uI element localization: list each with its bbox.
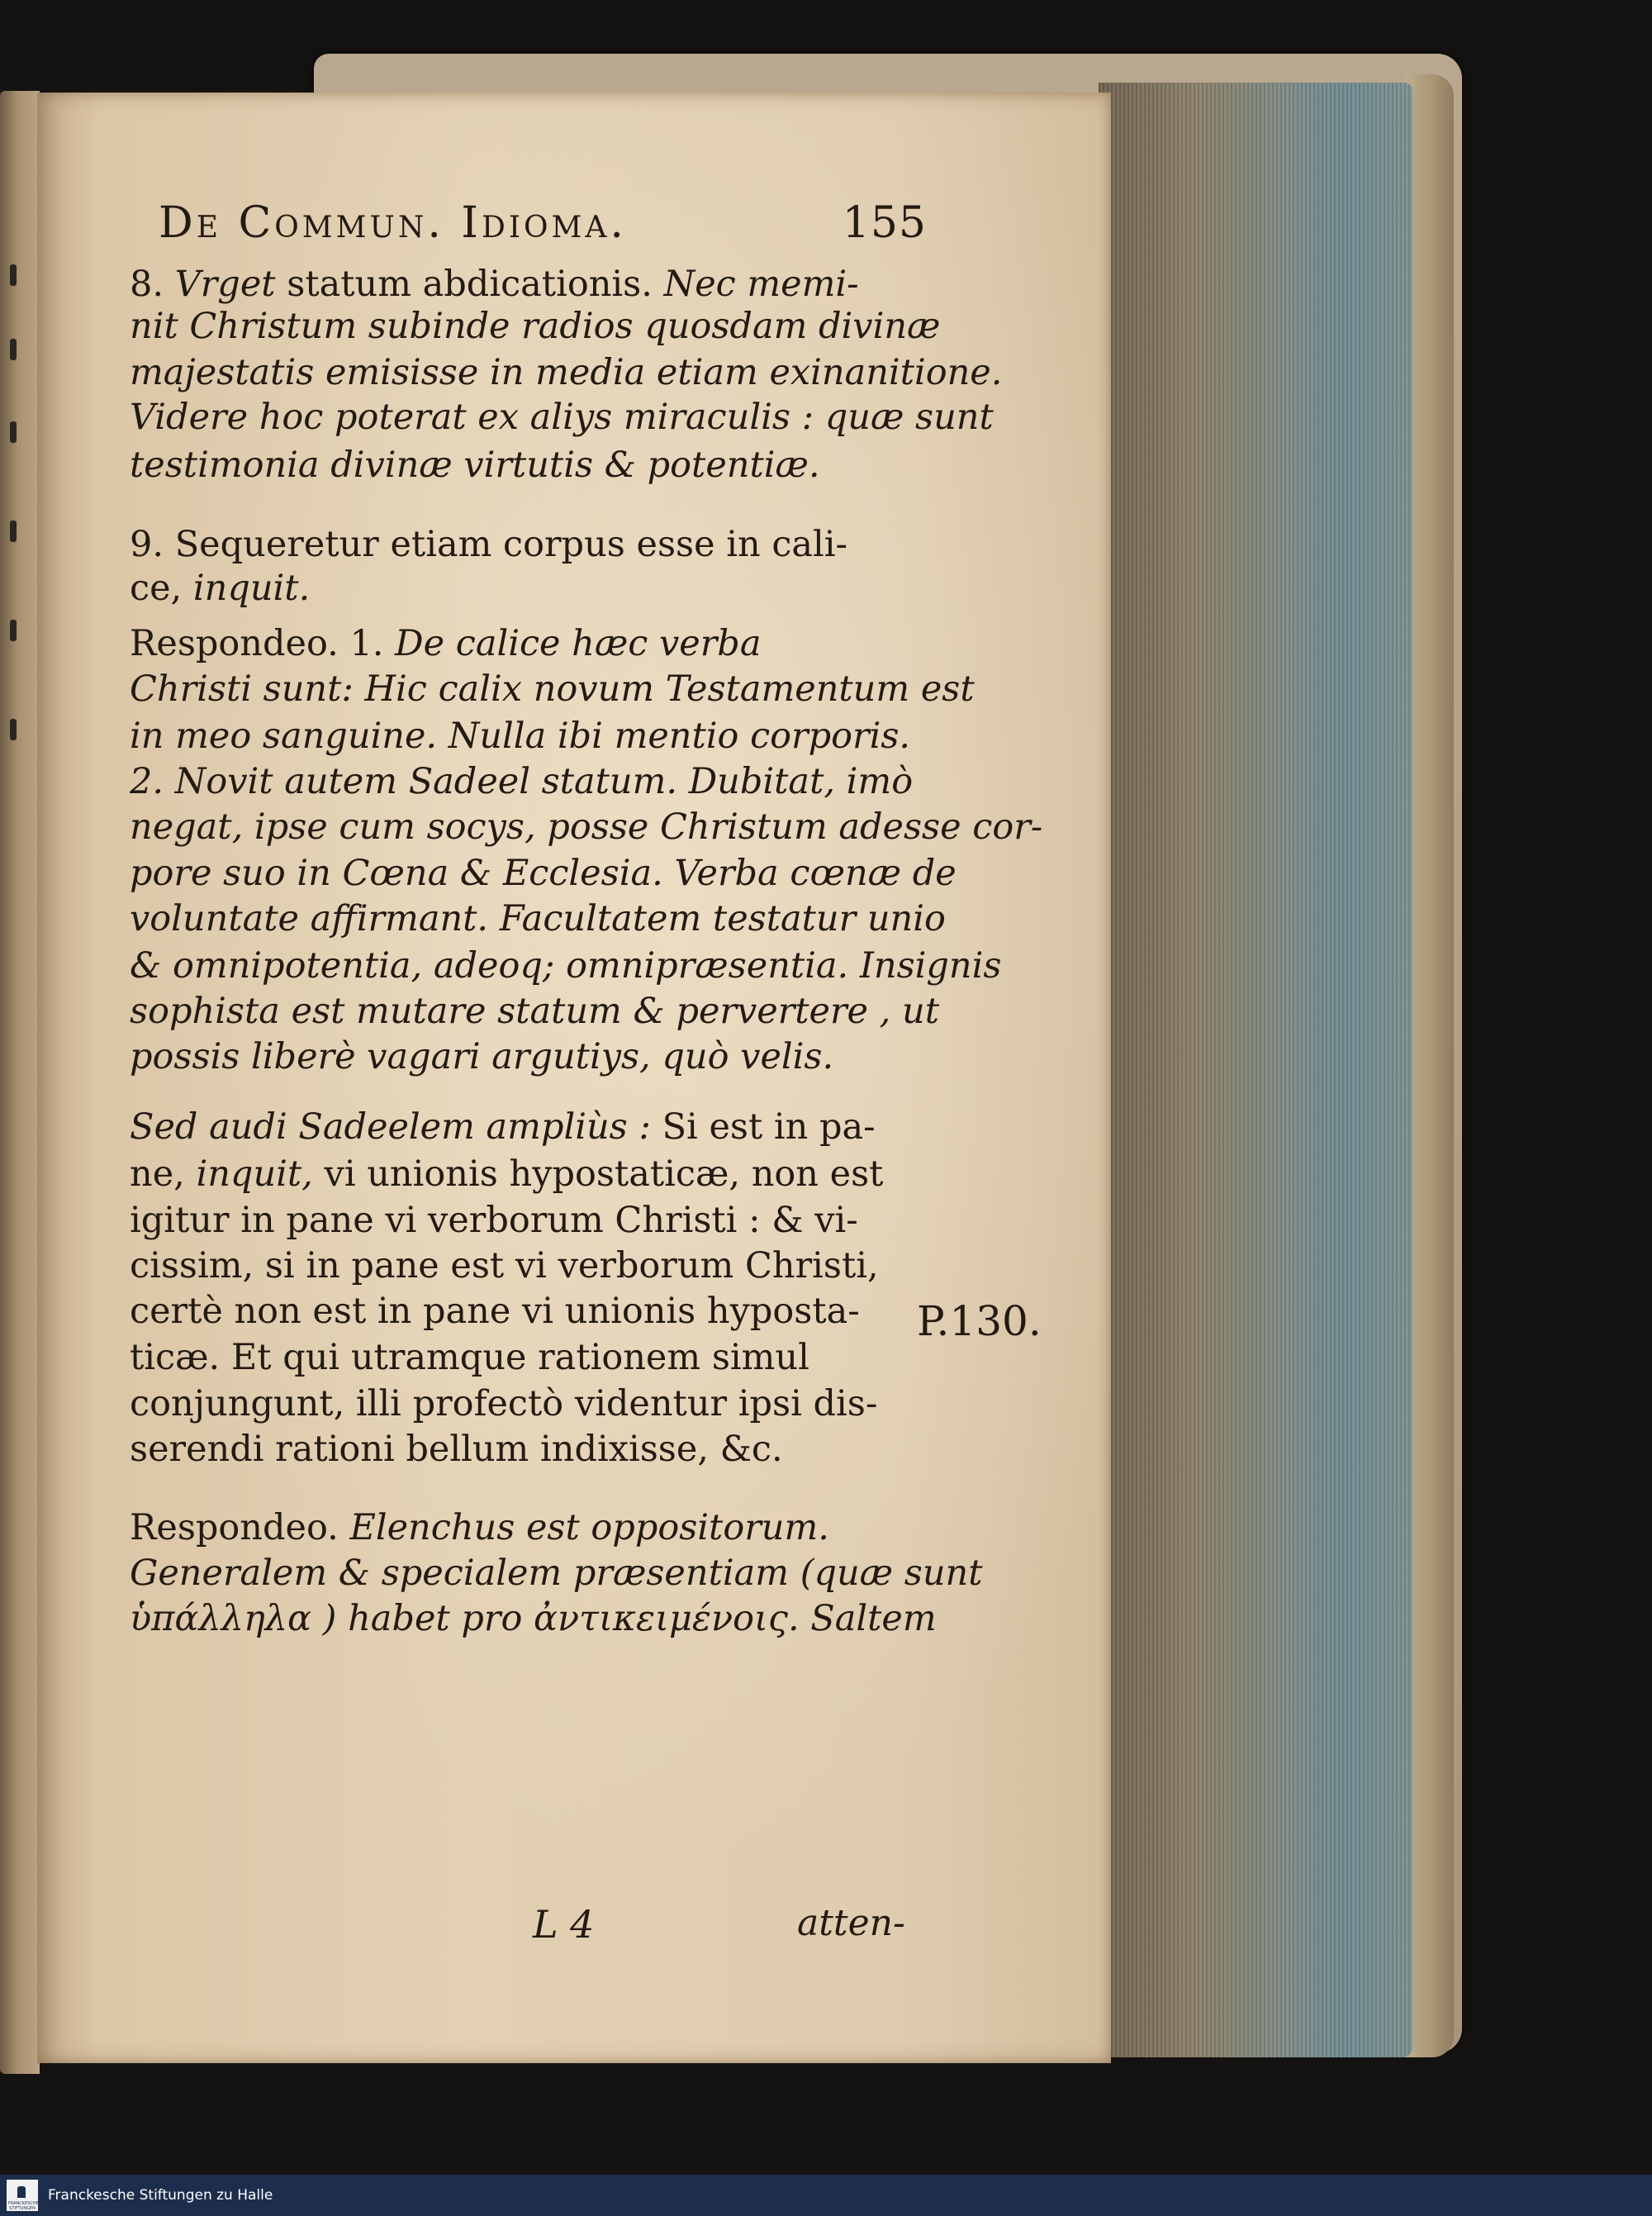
text-line [130, 395, 994, 440]
italic-text: Elenchus est oppositorum. [349, 1507, 829, 1548]
institution-logo-icon [7, 2180, 38, 2211]
text-line [130, 805, 1043, 850]
text-line [130, 759, 914, 805]
credit-bar [0, 2175, 1652, 2216]
text-line [130, 1596, 937, 1642]
roman-text: 9. Sequeretur etiam corpus esse in cali- [130, 524, 848, 565]
text-line [130, 1551, 983, 1596]
italic-text: majestatis emisisse in media etiam exinanitione. [130, 352, 1003, 393]
roman-text: ce, [130, 568, 193, 609]
roman-text: vi unionis hypostaticæ, non est [312, 1153, 884, 1195]
roman-text: cissim, si in pane est vi verborum Christi, [130, 1245, 879, 1286]
roman-text: Respondeo. [130, 1507, 350, 1548]
page-block-edges [1099, 83, 1412, 2057]
italic-text: & omnipotentia, adeoq; omnipræsentia. Insignis [130, 945, 1002, 987]
text-line [130, 1505, 914, 1551]
italic-text: pore suo in Cœna & Ecclesia. Verba cœnæ de [130, 853, 957, 894]
text-line [130, 667, 975, 712]
text-line [130, 1034, 914, 1080]
italic-text: Vrget [174, 264, 276, 305]
text-line [130, 443, 914, 488]
italic-text: De calice hæc verba [395, 623, 762, 664]
italic-text: inquit. [192, 568, 311, 609]
book-page [37, 93, 1111, 2063]
roman-text: igitur in pane vi verborum Christi : & vi- [130, 1200, 858, 1241]
italic-text: in meo sanguine. Nulla ibi mentio corporis. [130, 716, 911, 757]
roman-text: conjungunt, illi profectò videntur ipsi dis- [130, 1383, 878, 1424]
italic-text: sophista est mutare statum & pervertere , ut [130, 991, 939, 1032]
text-line [130, 621, 914, 667]
margin-note: P.130. [917, 1297, 1042, 1345]
italic-text: Videre hoc poterat ex aliys miraculis : quæ sunt [130, 397, 994, 438]
credit-text: Franckesche Stiftungen zu Halle [48, 2187, 273, 2204]
italic-text: Christi sunt: Hic calix novum Testamentum est [130, 668, 975, 710]
page-number: 155 [842, 198, 927, 248]
roman-text: certè non est in pane vi unionis hyposta- [130, 1291, 860, 1332]
text-line [130, 989, 939, 1034]
italic-text: Sed audi Sadeelem ampliùs : [130, 1106, 662, 1148]
roman-text: 8. [130, 264, 175, 305]
italic-text: ὑπάλληλα ) habet pro ἀντικειμένοις. Saltem [130, 1598, 937, 1639]
text-line [130, 851, 957, 896]
text-line [130, 1427, 914, 1472]
italic-text: Generalem & specialem præsentiam (quæ sunt [130, 1553, 983, 1594]
text-line [130, 1105, 914, 1150]
italic-text: negat, ipse cum socys, posse Christum adesse cor- [130, 806, 1043, 848]
roman-text: statum abdicationis. [275, 264, 664, 305]
text-line [130, 1289, 914, 1334]
text-line [130, 304, 941, 350]
italic-text: Nec memi- [663, 264, 859, 305]
text-line [130, 522, 914, 568]
text-line [130, 896, 946, 942]
italic-text: possis liberè vagari argutiys, quò velis. [130, 1036, 834, 1077]
text-line [130, 566, 914, 611]
text-line [130, 714, 914, 759]
italic-text: voluntate affirmant. Facultatem testatur unio [130, 898, 946, 939]
signature-mark: L 4 [533, 1902, 595, 1947]
text-line [130, 1381, 914, 1427]
text-line [130, 1198, 914, 1244]
italic-text: nit Christum subinde radios quosdam divinæ [130, 306, 941, 347]
italic-text: testimonia divinæ virtutis & potentiæ. [130, 445, 820, 486]
left-page-sliver [0, 91, 40, 2074]
italic-text: inquit, [196, 1153, 313, 1195]
text-line [130, 1335, 914, 1381]
text-line [130, 262, 914, 307]
text-line [130, 350, 1003, 396]
roman-text: ne, [130, 1153, 197, 1195]
logo-text: FRANCKESCHE STIFTUNGEN [8, 2201, 39, 2211]
catchword: atten- [797, 1902, 905, 1944]
roman-text: Respondeo. 1. [130, 623, 396, 664]
roman-text: ticæ. Et qui utramque rationem simul [130, 1337, 809, 1378]
running-header [159, 198, 927, 248]
roman-text: Si est in pa- [662, 1106, 876, 1148]
text-line [130, 1244, 914, 1289]
roman-text: serendi rationi bellum indixisse, &c. [130, 1429, 783, 1470]
text-line [130, 1152, 914, 1197]
running-title: De Commun. Idioma. [159, 198, 627, 248]
text-line [130, 944, 1002, 989]
italic-text: 2. Novit autem Sadeel statum. Dubitat, imò [130, 761, 914, 802]
